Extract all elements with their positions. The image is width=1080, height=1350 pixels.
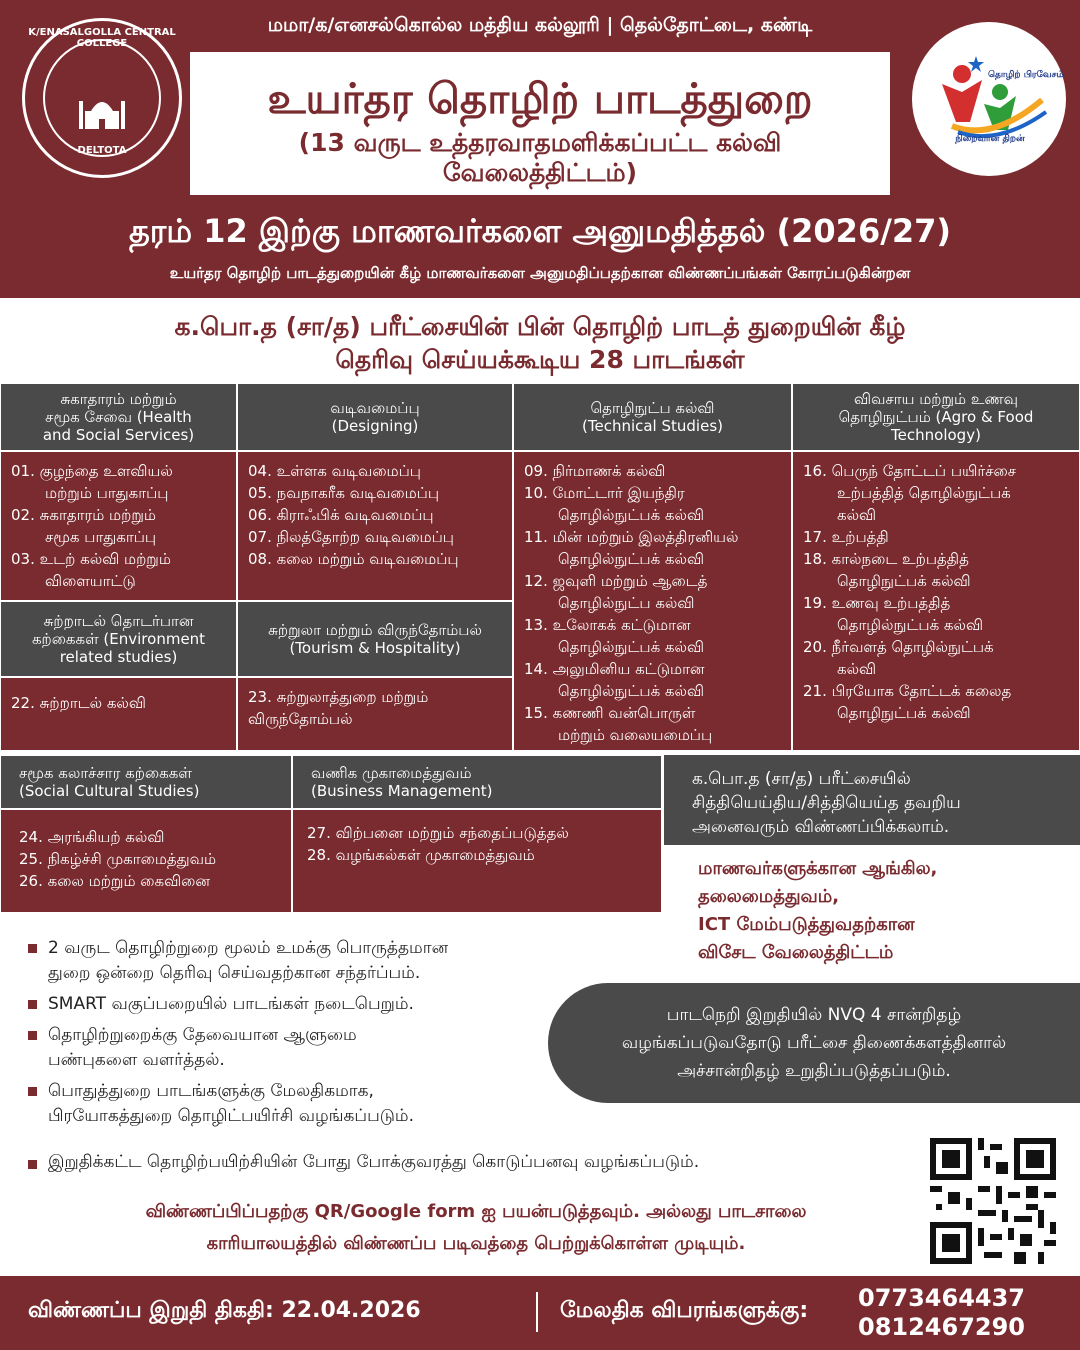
header-line: சுற்றுலா மற்றும் விருந்தோம்பல்: [268, 621, 482, 639]
header-line: (Business Management): [311, 782, 493, 800]
logo-label-top: தொழிற் பிரவேசம்: [988, 70, 1064, 80]
benefit-item: இறுதிக்கட்ட தொழிற்பயிற்சியின் போது போக்குவரத்து கொடுப்பனவு வழங்கப்படும்.: [26, 1152, 926, 1174]
subject-item: விருந்தோம்பல்: [248, 710, 353, 728]
group-list-design: [237, 451, 513, 601]
header-line: தொழிநுட்ப கல்வி: [590, 399, 715, 417]
crest-ring-text: K/ENASALGOLLA CENTRAL COLLEGE: [28, 27, 176, 49]
group-header-business: [292, 755, 662, 809]
subject-item: 22. சுற்றாடல் கல்வி: [11, 694, 146, 712]
group-list-social: [0, 809, 292, 913]
header-line: சுகாதாரம் மற்றும்: [60, 390, 177, 408]
special-line: ICT மேம்படுத்துவதற்கான: [698, 914, 915, 935]
subject-item: 07. நிலத்தோற்ற வடிவமைப்பு: [248, 528, 454, 546]
vocational-entry-logo: [912, 22, 1066, 176]
subject-item: 02. சுகாதாரம் மற்றும் சமூக பாதுகாப்பு: [11, 506, 157, 546]
group-list-health: [0, 451, 237, 601]
instruction-line: காரியாலயத்தில் விண்ணப்ப படிவத்தை பெற்றுக்கொள்ள முடியும்.: [206, 1233, 746, 1254]
qr-code-icon[interactable]: [930, 1138, 1056, 1264]
header-line: சமூக சேவை (Health: [45, 408, 192, 426]
subject-item: 19. உணவு உற்பத்தித் தொழில்நுட்பக் கல்வி: [803, 594, 984, 634]
header-line: (Social Cultural Studies): [19, 782, 200, 800]
note-line: சித்தியெய்திய/சித்தியெய்த தவறிய: [692, 793, 961, 813]
sub-title: [190, 128, 890, 188]
group-header-environment: [0, 601, 237, 677]
application-deadline: விண்ணப்ப இறுதி திகதி: 22.04.2026: [28, 1298, 421, 1323]
eligibility-note: [664, 755, 1080, 845]
header-line: விவசாய மற்றும் உணவு: [854, 390, 1018, 408]
grade-title: தரம் 12 இற்கு மாணவர்களை அனுமதித்தல் (2026/27): [128, 212, 952, 250]
subject-item: 08. கலை மற்றும் வடிவமைப்பு: [248, 550, 459, 568]
school-name: மமா/க/எனசல்கொல்ல மத்திய கல்லூரி | தெல்தோட்டை, கண்டி: [267, 14, 813, 36]
header-line: தொழிநுட்பம் (Agro & Food: [838, 408, 1034, 426]
main-title: உயர்தர தொழிற் பாடத்துறை: [267, 74, 813, 123]
header-line: (Designing): [331, 417, 419, 435]
special-line: மாணவர்களுக்கான ஆங்கில,: [698, 858, 938, 879]
subject-item: 25. நிகழ்ச்சி முகாமைத்துவம்: [19, 850, 217, 868]
subject-item: 14. அலுமினிய கட்டுமான தொழில்நுட்பக் கல்வி: [524, 660, 705, 700]
subject-item: 10. மோட்டார் இயந்திர தொழில்நுட்பக் கல்வி: [524, 484, 705, 524]
header-line: வடிவமைப்பு: [330, 399, 420, 417]
note-line: அனைவரும் விண்ணப்பிக்கலாம்.: [692, 817, 950, 837]
footer-divider: [536, 1292, 538, 1332]
subject-item: 01. குழந்தை உளவியல் மற்றும் பாதுகாப்பு: [11, 462, 173, 502]
contact-numbers: [858, 1284, 1025, 1342]
header-line: Technology): [891, 426, 981, 444]
subject-item: 13. உலோகக் கட்டுமான தொழில்நுட்பக் கல்வி: [524, 616, 705, 656]
group-header-social: [0, 755, 292, 809]
special-line: தலைமைத்துவம்,: [698, 886, 840, 907]
subject-item: 23. சுற்றுலாத்துறை மற்றும்: [248, 688, 429, 706]
benefit-item: தொழிற்றுறைக்கு தேவையான ஆளுமை பண்புகளை வளர்த்தல்.: [26, 1023, 586, 1073]
header-line: கற்கைகள் (Environment: [31, 630, 206, 648]
subjects-heading-line: தெரிவு செய்யக்கூடிய 28 பாடங்கள்: [335, 345, 745, 374]
subject-item: 16. பெருந் தோட்டப் பயிர்ச்சை உற்பத்தித் தொழில்நுட்பக் கல்வி: [803, 462, 1017, 524]
crest-bottom-text: DELTOTA: [77, 145, 127, 156]
header-line: சமூக கலாச்சார கற்கைகள்: [19, 764, 192, 782]
subject-item: 24. அரங்கியற் கல்வி: [19, 828, 165, 846]
subject-item: 17. உற்பத்தி: [803, 528, 889, 546]
special-line: விசேட வேலைத்திட்டம்: [698, 942, 894, 963]
subject-item: 11. மின் மற்றும் இலத்திரனியல் தொழில்நுட்பக் கல்வி: [524, 528, 739, 568]
group-list-technical: [513, 451, 792, 751]
group-header-design: [237, 383, 513, 451]
phone-number[interactable]: 0812467290: [858, 1313, 1025, 1341]
nvq-certificate-note: [548, 983, 1080, 1103]
group-header-health: [0, 383, 237, 451]
mosque-icon: [77, 91, 127, 131]
group-list-business: [292, 809, 662, 913]
benefits-list: [26, 936, 586, 1135]
group-header-technical: [513, 383, 792, 451]
special-program: [698, 855, 1078, 967]
nvq-line: அச்சான்றிதழ் உறுதிப்படுத்தப்படும்.: [677, 1061, 951, 1081]
subject-item: 03. உடற் கல்வி மற்றும் விளையாட்டு: [11, 550, 171, 590]
group-list-tourism: [237, 677, 513, 751]
subject-item: 04. உள்ளக வடிவமைப்பு: [248, 462, 421, 480]
subjects-heading-line: க.பொ.த (சா/த) பரீட்சையின் பின் தொழிற் பாடத் துறையின் கீழ்: [174, 312, 906, 341]
subject-item: 20. நீர்வளத் தொழில்நுட்பக் கல்வி: [803, 638, 994, 678]
benefit-item: பொதுத்துறை பாடங்களுக்கு மேலதிகமாக, பிரயோகத்துறை தொழிட்பயிர்சி வழங்கப்படும்.: [26, 1079, 586, 1129]
subject-item: 06. கிராஃபிக் வடிவமைப்பு: [248, 506, 434, 524]
header-line: related studies): [59, 648, 178, 666]
subject-item: 05. நவநாகரீக வடிவமைப்பு: [248, 484, 440, 502]
sub-title-line: (13 வருட உத்தரவாதமளிக்கப்பட்ட கல்வி: [298, 128, 782, 157]
more-info-label: மேலதிக விபரங்களுக்கு:: [560, 1298, 809, 1323]
footer-bar: [0, 1276, 1080, 1350]
grade-subtitle: உயர்தர தொழிற் பாடத்துறையின் கீழ் மாணவர்களை அனுமதிப்பதற்கான விண்ணப்பங்கள் கோரப்படுகின்றன: [169, 264, 911, 282]
benefit-item: SMART வகுப்பறையில் பாடங்கள் நடைபெறும்.: [26, 992, 586, 1017]
subject-item: 09. நிர்மாணக் கல்வி: [524, 462, 666, 480]
group-header-agro: [792, 383, 1080, 451]
header-line: and Social Services): [42, 426, 195, 444]
header-line: (Technical Studies): [582, 417, 723, 435]
instruction-line: விண்ணப்பிப்பதற்கு QR/Google form ஐ பயன்படுத்தவும். அல்லது பாடசாலை: [145, 1201, 807, 1222]
group-header-tourism: [237, 601, 513, 677]
benefit-item: 2 வருட தொழிற்றுறை மூலம் உமக்கு பொருத்தமான துறை ஒன்றை தெரிவு செய்வதற்கான சந்தர்ப்பம்.: [26, 936, 586, 986]
subject-item: 21. பிரயோக தோட்டக் கலைத தொழிநுட்பக் கல்வி: [803, 682, 1012, 722]
group-list-environment: [0, 677, 237, 751]
subject-item: 26. கலை மற்றும் கைவினை: [19, 872, 210, 890]
nvq-line: வழங்கப்படுவதோடு பரீட்சை திணைக்களத்தினால்: [621, 1033, 1007, 1053]
logo-label-bottom: நிறைவான திறன்: [955, 134, 1025, 144]
subject-item: 27. விற்பனை மற்றும் சந்தைப்படுத்தல்: [307, 824, 569, 842]
header-line: (Tourism & Hospitality): [289, 639, 461, 657]
subjects-heading: [0, 310, 1080, 376]
people-figures-icon: [912, 22, 1066, 176]
note-line: க.பொ.த (சா/த) பரீட்சையில்: [692, 769, 911, 789]
application-instructions: [36, 1196, 916, 1260]
subject-item: 15. கணணி வன்பொருள் மற்றும் வலையமைப்பு: [524, 704, 713, 744]
qr-pattern: [930, 1138, 1056, 1264]
group-list-agro: [792, 451, 1080, 751]
college-crest-logo: [22, 18, 182, 178]
header-line: சுற்றாடல் தொடர்பான: [43, 612, 194, 630]
subject-item: 28. வழங்கல்கள் முகாமைத்துவம்: [307, 846, 535, 864]
phone-number[interactable]: 0773464437: [858, 1284, 1025, 1312]
sub-title-line: வேலைத்திட்டம்): [442, 158, 638, 187]
nvq-line: பாடநெறி இறுதியில் NVQ 4 சான்றிதழ்: [666, 1005, 962, 1025]
subject-item: 18. கால்நடை உற்பத்தித் தொழிநுட்பக் கல்வி: [803, 550, 971, 590]
subject-item: 12. ஜவுளி மற்றும் ஆடைத் தொழில்நுட்ப கல்வி: [524, 572, 708, 612]
header-line: வணிக முகாமைத்துவம்: [311, 764, 472, 782]
